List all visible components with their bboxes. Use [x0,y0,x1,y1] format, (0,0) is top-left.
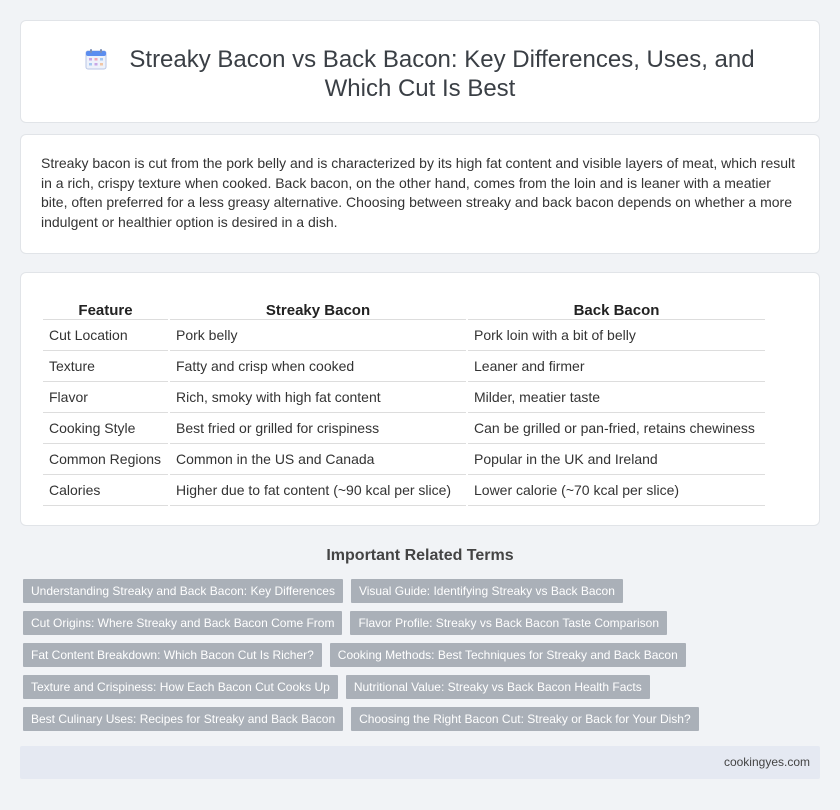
header-streaky-bacon: Streaky Bacon [169,297,467,319]
cell-streaky: Pork belly [169,319,467,350]
cell-streaky: Best fried or grilled for crispiness [169,412,467,443]
table-row [43,381,765,412]
page-title-text: Streaky Bacon vs Back Bacon: Key Differences, Uses, and Which Cut Is Best [129,46,755,102]
related-term-tag[interactable]: Understanding Streaky and Back Bacon: Key Differences [23,579,343,603]
cell-feature: Cut Location [43,319,169,350]
cell-streaky: Common in the US and Canada [169,443,467,474]
cell-feature: Common Regions [43,443,169,474]
tag-row [23,707,818,739]
tag-row [23,675,818,707]
header-feature: Feature [43,297,169,319]
related-term-tag[interactable]: Best Culinary Uses: Recipes for Streaky and Back Bacon [23,707,343,731]
cell-back: Leaner and firmer [467,350,765,381]
cell-back: Lower calorie (~70 kcal per slice) [467,474,765,505]
cell-feature: Texture [43,350,169,381]
footer-site-link[interactable]: cookingyes.com [723,755,810,769]
table-row [43,412,765,443]
cell-feature: Calories [43,474,169,505]
table-row [43,443,765,474]
related-term-tag[interactable]: Choosing the Right Bacon Cut: Streaky or Back for Your Dish? [351,707,699,731]
related-term-tag[interactable]: Visual Guide: Identifying Streaky vs Back Bacon [351,579,623,603]
table-row [43,350,765,381]
intro-card [20,134,820,254]
tag-row [23,643,818,675]
related-term-tag[interactable]: Cooking Methods: Best Techniques for Streaky and Back Bacon [330,643,686,667]
comparison-table [43,297,765,506]
table-header-row [43,297,765,319]
cell-back: Popular in the UK and Ireland [467,443,765,474]
related-terms-list [23,579,818,739]
related-term-tag[interactable]: Nutritional Value: Streaky vs Back Bacon Health Facts [346,675,650,699]
related-term-tag[interactable]: Flavor Profile: Streaky vs Back Bacon Taste Comparison [350,611,667,635]
tag-row [23,579,818,611]
cell-feature: Flavor [43,381,169,412]
cell-streaky: Higher due to fat content (~90 kcal per slice) [169,474,467,505]
comparison-card [20,272,820,526]
table-row [43,474,765,505]
header-card [20,20,820,123]
cell-feature: Cooking Style [43,412,169,443]
tag-row [23,611,818,643]
header-back-bacon: Back Bacon [467,297,765,319]
related-term-tag[interactable]: Texture and Crispiness: How Each Bacon Cut Cooks Up [23,675,338,699]
title-wrap [61,45,779,103]
cell-back: Can be grilled or pan-fried, retains chewiness [467,412,765,443]
cell-streaky: Fatty and crisp when cooked [169,350,467,381]
cell-streaky: Rich, smoky with high fat content [169,381,467,412]
intro-paragraph: Streaky bacon is cut from the pork belly and is characterized by its high fat content and visible layers of meat, which result in a rich, crispy texture when cooked. Back bacon, on the other hand, comes from the loin and is leaner with a meatier bite, often preferred for a less greasy alternative. Choosing between streaky and back bacon depends on whether a more indulgent or healthier option is desired in a dish. [41,155,796,230]
related-term-tag[interactable]: Fat Content Breakdown: Which Bacon Cut Is Richer? [23,643,322,667]
related-term-tag[interactable]: Cut Origins: Where Streaky and Back Bacon Come From [23,611,342,635]
calendar-icon [85,48,107,70]
related-terms-heading: Important Related Terms [326,547,514,564]
cell-back: Milder, meatier taste [467,381,765,412]
table-row [43,319,765,350]
footer [20,746,820,779]
cell-back: Pork loin with a bit of belly [467,319,765,350]
page-title [61,45,779,103]
